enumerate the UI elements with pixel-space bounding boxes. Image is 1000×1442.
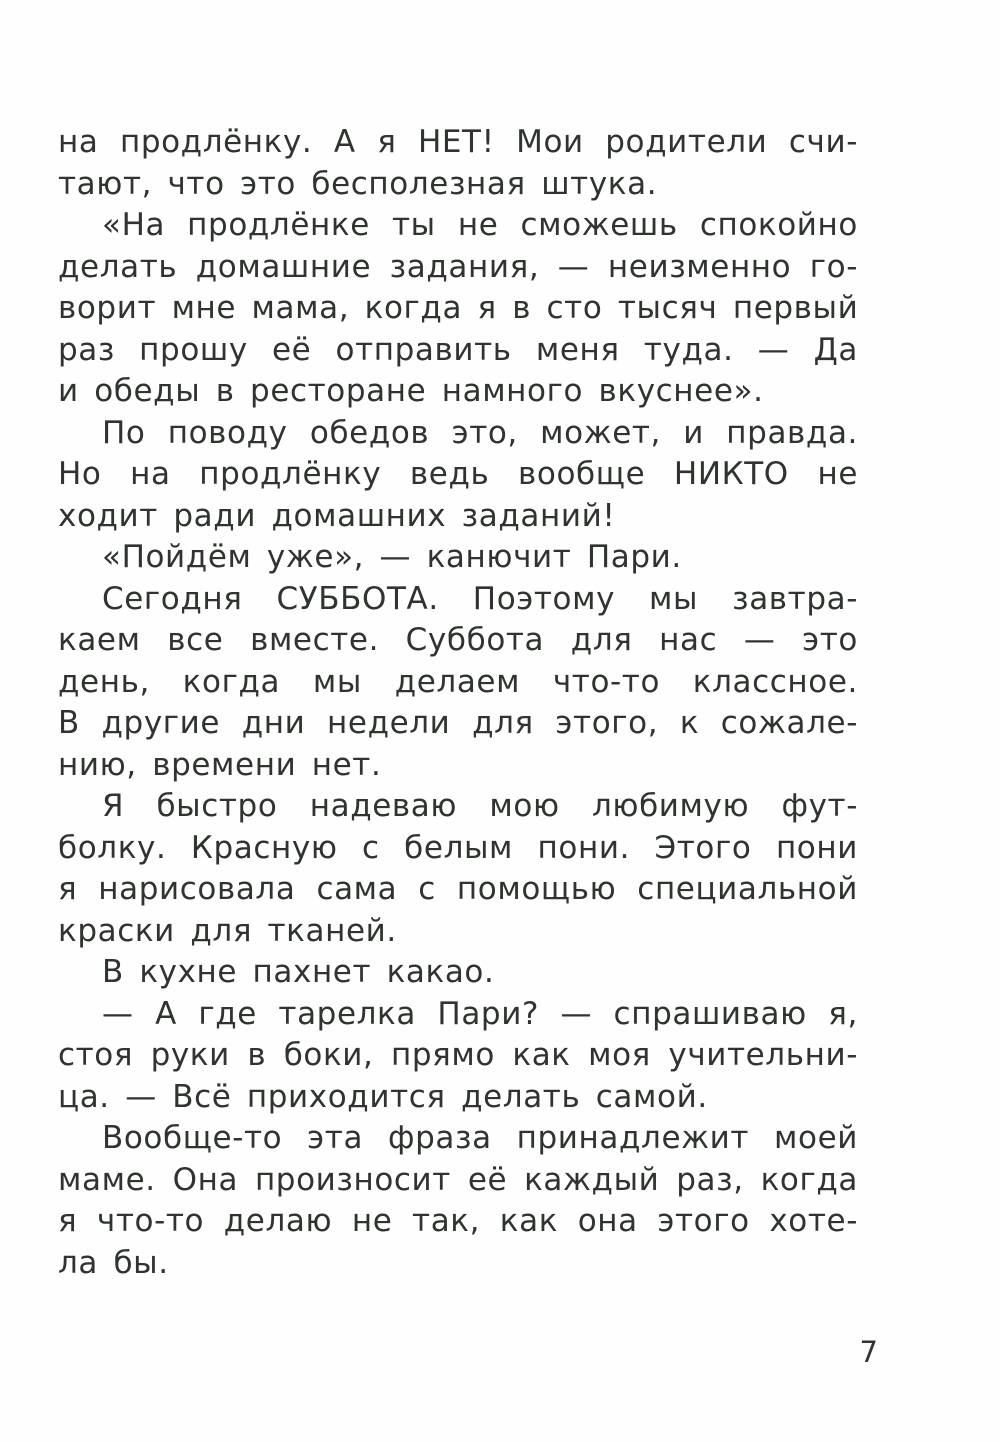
- body-text: [58, 122, 858, 1284]
- text-line: ца. — Всё приходится делать самой.: [58, 1078, 708, 1115]
- text-line: «Пойдём уже», — канючит Пари.: [102, 539, 682, 575]
- text-line: Я быстро надеваю мою любимую фут-: [102, 788, 858, 824]
- text-line: стоя руки в боки, прямо как моя учительни-: [58, 1037, 858, 1073]
- text-line: ворит мне мама, когда я в сто тысяч первый: [58, 290, 859, 326]
- text-line: на продлёнку. А я НЕТ! Мои родители счи-: [58, 124, 858, 160]
- text-line: Вообще-то эта фраза принадлежит моей: [102, 1120, 858, 1156]
- text-line: раз прошу её отправить меня туда. — Да: [58, 331, 858, 368]
- text-line: маме. Она произносит её каждый раз, когда: [58, 1161, 858, 1198]
- text-line: — А где тарелка Пари? — спрашиваю я,: [102, 995, 858, 1032]
- text-line: нию, времени нет.: [58, 746, 382, 783]
- text-line: я нарисовала сама с помощью специальной: [58, 871, 858, 907]
- text-line: По поводу обедов это, может, и правда.: [102, 414, 858, 451]
- text-line: «На продлёнке ты не сможешь спокойно: [102, 207, 858, 243]
- text-line: Но на продлёнку ведь вообще НИКТО не: [58, 456, 858, 492]
- text-line: краски для тканей.: [58, 912, 397, 949]
- text-line: ла бы.: [58, 1244, 169, 1281]
- text-line: я что-то делаю не так, как она этого хоте-: [58, 1203, 858, 1239]
- text-line: болку. Красную с белым пони. Этого пони: [58, 829, 858, 866]
- text-line: тают, что это бесполезная штука.: [58, 165, 658, 202]
- text-line: ходит ради домашних заданий!: [58, 497, 616, 534]
- text-line: делать домашние задания, — неизменно го-: [58, 248, 858, 285]
- page-number: 7: [859, 1335, 878, 1369]
- text-line: каем все вместе. Суббота для нас — это: [58, 622, 858, 658]
- text-line: В кухне пахнет какао.: [102, 954, 495, 990]
- text-line: Сегодня СУББОТА. Поэтому мы завтра-: [102, 580, 858, 617]
- text-line: и обеды в ресторане намного вкуснее».: [58, 373, 764, 409]
- text-line: день, когда мы делаем что-то классное.: [58, 663, 858, 700]
- text-line: В другие дни недели для этого, к сожале-: [58, 705, 858, 741]
